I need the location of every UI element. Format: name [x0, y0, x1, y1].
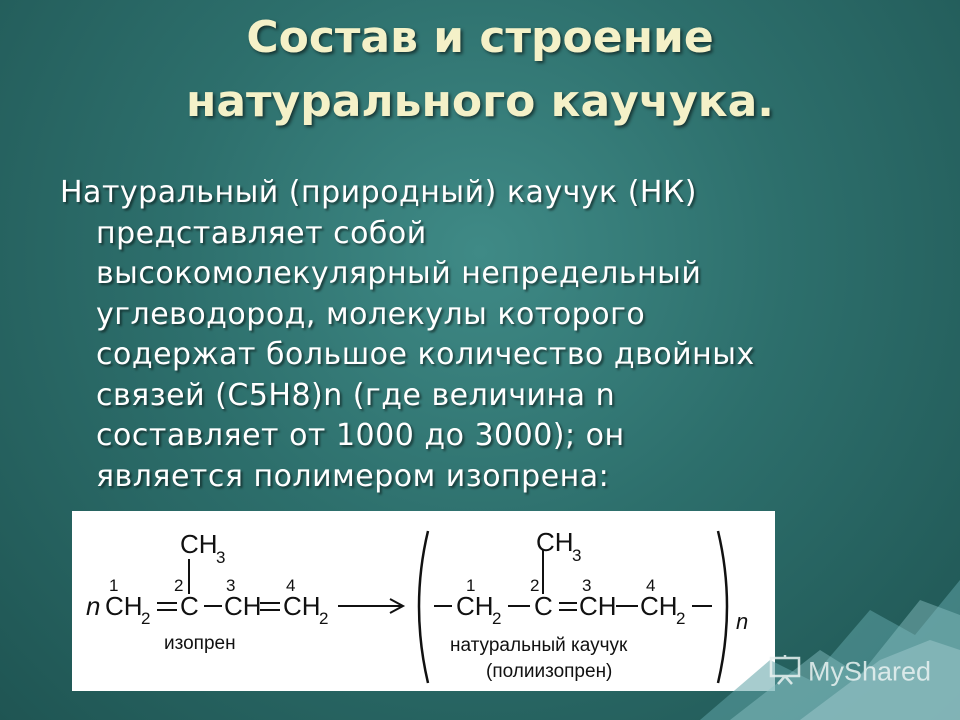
carbon-number-2: 2: [174, 576, 184, 595]
ch2-right: CH: [283, 591, 321, 621]
product-ch2-1: CH: [456, 591, 494, 621]
product-number-1: 1: [466, 576, 476, 595]
body-line-2: представляет собой: [96, 215, 427, 251]
carbon-number-4: 4: [286, 576, 296, 595]
ch2-left-sub: 2: [141, 609, 151, 628]
product-label-line-2: (полиизопрен): [486, 661, 613, 682]
product-number-2: 2: [530, 576, 540, 595]
body-line-1: Натуральный (природный) каучук (НК): [60, 175, 697, 210]
c-atom: C: [180, 591, 199, 621]
title-line-2: натурального каучука.: [185, 76, 775, 127]
product-number-3: 3: [582, 576, 592, 595]
product-ch3: CH: [536, 527, 574, 557]
coefficient-n: n: [86, 591, 101, 621]
watermark-text: MyShared: [808, 656, 932, 687]
ch2-left: CH: [105, 591, 143, 621]
ch3-left: CH: [180, 529, 218, 559]
product-ch-atom: CH: [579, 591, 617, 621]
product-c-atom: C: [534, 591, 553, 621]
body-line-3: высокомолекулярный непредельный: [96, 256, 702, 291]
left-bracket: [419, 531, 428, 683]
body-line-7: составляет от 1000 до 3000); он: [96, 418, 625, 453]
carbon-number-1: 1: [109, 576, 119, 595]
slide-title: [0, 0, 960, 134]
body-line-6: связей (C5H8)n (где величина n: [96, 377, 616, 413]
product-ch2-2-sub: 2: [676, 609, 686, 628]
body-line-5: содержат большое количество двойных: [96, 337, 755, 372]
product-label-line-1: натуральный каучук: [450, 635, 628, 656]
carbon-number-3: 3: [226, 576, 236, 595]
title-line-1: Состав и строение: [246, 12, 714, 63]
body-line-8: является полимером изопрена:: [96, 458, 610, 494]
polymerization-equation-figure: [72, 511, 775, 691]
mountain-decoration: [700, 540, 960, 720]
ch-atom: CH: [224, 591, 262, 621]
product-ch2-2: CH: [640, 591, 678, 621]
myshared-watermark: [768, 655, 931, 692]
ch2-right-sub: 2: [319, 609, 329, 628]
polymer-subscript-n: n: [736, 609, 749, 634]
reaction-scheme: [72, 511, 775, 691]
ch3-left-sub: 3: [216, 548, 226, 567]
presentation-board-icon: [768, 655, 802, 692]
isoprene-label: изопрен: [164, 633, 236, 654]
body-line-4: углеводород, молекулы которого: [96, 296, 646, 332]
product-ch2-1-sub: 2: [492, 609, 502, 628]
body-paragraph: [60, 173, 860, 497]
product-number-4: 4: [646, 576, 656, 595]
product-ch3-sub: 3: [572, 546, 582, 565]
